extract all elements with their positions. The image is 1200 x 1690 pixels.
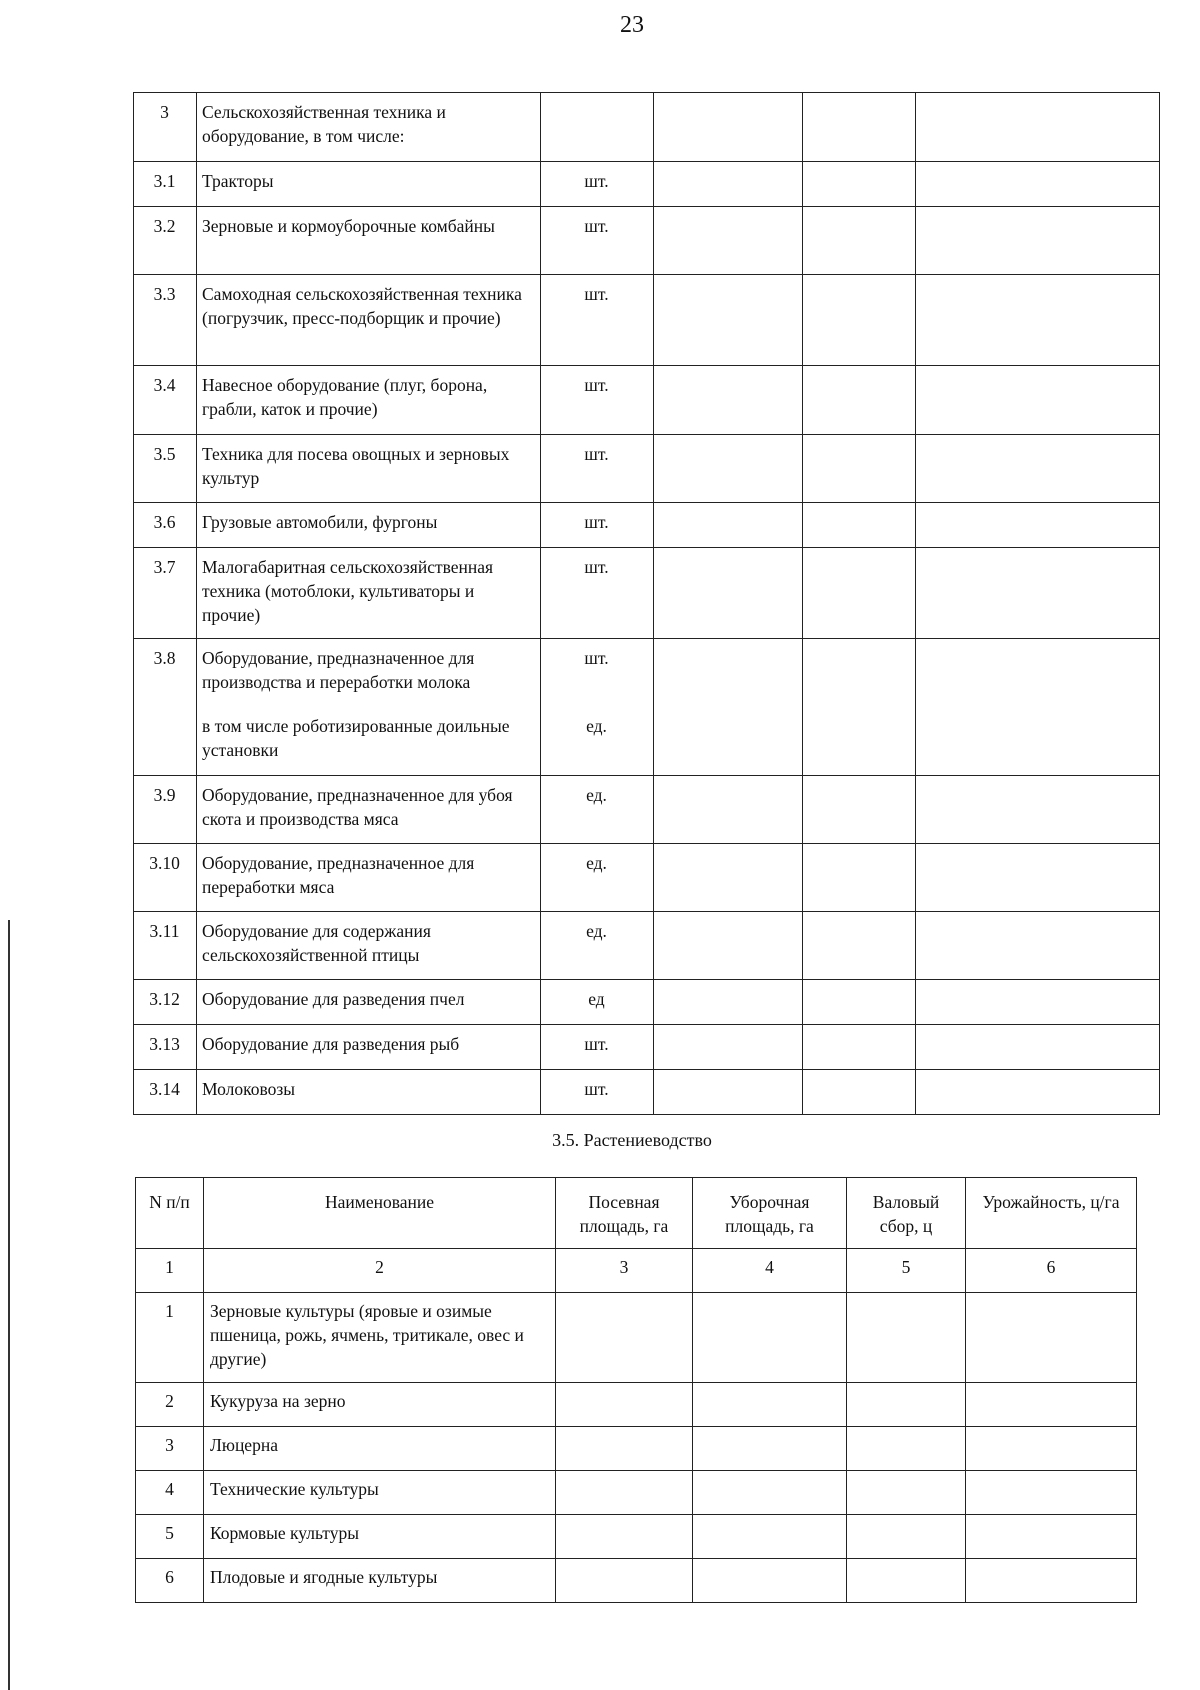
table-row (134, 548, 1160, 639)
empty-cell (803, 776, 916, 844)
empty-cell (803, 844, 916, 912)
empty-cell (693, 1293, 847, 1383)
row-number: 3.10 (134, 844, 197, 912)
row-number: 3.12 (134, 980, 197, 1025)
row-number: 1 (136, 1293, 204, 1383)
empty-cell (693, 1427, 847, 1471)
empty-cell (803, 912, 916, 980)
row-number: 3.5 (134, 435, 197, 503)
row-name: Кормовые культуры (204, 1515, 556, 1559)
header-cell: Урожайность, ц/га (966, 1178, 1137, 1249)
row-unit: шт. (541, 1025, 654, 1070)
row-unit-sub: ед. (586, 716, 607, 736)
row-name: Грузовые автомобили, фургоны (197, 503, 541, 548)
empty-cell (916, 980, 1160, 1025)
row-name: Технические культуры (204, 1471, 556, 1515)
row-name-main: Оборудование, предназначенное для производства и переработки молока (202, 648, 475, 692)
empty-cell (556, 1471, 693, 1515)
empty-cell (654, 275, 803, 366)
empty-cell (556, 1293, 693, 1383)
empty-cell (654, 435, 803, 503)
table-row (134, 435, 1160, 503)
column-number: 2 (204, 1249, 556, 1293)
empty-cell (916, 548, 1160, 639)
empty-cell (803, 162, 916, 207)
row-number: 3.11 (134, 912, 197, 980)
empty-cell (654, 912, 803, 980)
row-name: Оборудование для разведения пчел (197, 980, 541, 1025)
empty-cell (916, 207, 1160, 275)
empty-cell (966, 1427, 1137, 1471)
column-number-row (136, 1249, 1137, 1293)
table-row (134, 1025, 1160, 1070)
table-row (134, 503, 1160, 548)
row-name: Тракторы (197, 162, 541, 207)
table-row (134, 207, 1160, 275)
row-name: Кукуруза на зерно (204, 1383, 556, 1427)
empty-cell (803, 639, 916, 776)
empty-cell (803, 366, 916, 435)
empty-cell (693, 1383, 847, 1427)
row-number: 3.13 (134, 1025, 197, 1070)
empty-cell (916, 435, 1160, 503)
empty-cell (693, 1471, 847, 1515)
table-row (134, 844, 1160, 912)
empty-cell (803, 275, 916, 366)
empty-cell (556, 1559, 693, 1603)
empty-cell (916, 639, 1160, 776)
table-row (134, 980, 1160, 1025)
empty-cell (654, 844, 803, 912)
row-name: Оборудование, предназначенное для переработки мяса (197, 844, 541, 912)
page-number: 23 (620, 12, 644, 38)
table-row (136, 1471, 1137, 1515)
row-unit (541, 639, 654, 776)
row-unit: шт. (541, 366, 654, 435)
header-cell: Уборочная площадь, га (693, 1178, 847, 1249)
column-number: 6 (966, 1249, 1137, 1293)
table-row (134, 162, 1160, 207)
empty-cell (654, 776, 803, 844)
table-row (134, 912, 1160, 980)
empty-cell (654, 980, 803, 1025)
empty-cell (654, 93, 803, 162)
row-unit: шт. (541, 207, 654, 275)
row-number: 3.7 (134, 548, 197, 639)
row-unit (541, 93, 654, 162)
header-cell: Наименование (204, 1178, 556, 1249)
empty-cell (847, 1383, 966, 1427)
empty-cell (966, 1559, 1137, 1603)
row-name: Молоковозы (197, 1070, 541, 1115)
row-name-sub: в том числе роботизированные доильные установки (202, 716, 510, 760)
row-name: Сельскохозяйственная техника и оборудование, в том числе: (197, 93, 541, 162)
row-name: Люцерна (204, 1427, 556, 1471)
empty-cell (966, 1383, 1137, 1427)
empty-cell (847, 1293, 966, 1383)
table-row (136, 1515, 1137, 1559)
empty-cell (916, 366, 1160, 435)
empty-cell (654, 548, 803, 639)
empty-cell (556, 1383, 693, 1427)
row-name: Навесное оборудование (плуг, борона, грабли, каток и прочие) (197, 366, 541, 435)
empty-cell (916, 503, 1160, 548)
crop-table (135, 1177, 1137, 1603)
empty-cell (916, 912, 1160, 980)
row-unit: шт. (541, 503, 654, 548)
header-cell: Посевная площадь, га (556, 1178, 693, 1249)
empty-cell (916, 844, 1160, 912)
empty-cell (916, 1070, 1160, 1115)
empty-cell (966, 1471, 1137, 1515)
empty-cell (556, 1515, 693, 1559)
row-name: Плодовые и ягодные культуры (204, 1559, 556, 1603)
row-number: 3.9 (134, 776, 197, 844)
row-number: 3 (136, 1427, 204, 1471)
equipment-table (133, 92, 1160, 1115)
empty-cell (847, 1515, 966, 1559)
row-number: 3.8 (134, 639, 197, 776)
row-number: 5 (136, 1515, 204, 1559)
empty-cell (654, 1025, 803, 1070)
row-unit: ед. (541, 912, 654, 980)
row-number: 6 (136, 1559, 204, 1603)
row-unit: ед. (541, 844, 654, 912)
row-unit: шт. (541, 275, 654, 366)
empty-cell (916, 776, 1160, 844)
empty-cell (803, 435, 916, 503)
empty-cell (916, 162, 1160, 207)
row-unit: шт. (541, 435, 654, 503)
empty-cell (803, 93, 916, 162)
row-number: 3.3 (134, 275, 197, 366)
section-title: 3.5. Растениеводство (552, 1130, 712, 1150)
row-number: 3.14 (134, 1070, 197, 1115)
empty-cell (847, 1471, 966, 1515)
row-unit: ед (541, 980, 654, 1025)
row-unit: шт. (541, 1070, 654, 1115)
table-row (134, 275, 1160, 366)
empty-cell (654, 162, 803, 207)
column-number: 3 (556, 1249, 693, 1293)
row-number: 3.6 (134, 503, 197, 548)
row-unit-main: шт. (584, 648, 609, 668)
empty-cell (693, 1559, 847, 1603)
empty-cell (803, 548, 916, 639)
table-row (136, 1559, 1137, 1603)
row-number: 3.4 (134, 366, 197, 435)
table-row (134, 93, 1160, 162)
empty-cell (556, 1427, 693, 1471)
header-cell: N п/п (136, 1178, 204, 1249)
column-number: 5 (847, 1249, 966, 1293)
row-name: Оборудование, предназначенное для убоя скота и производства мяса (197, 776, 541, 844)
empty-cell (847, 1427, 966, 1471)
row-unit: шт. (541, 162, 654, 207)
row-name: Оборудование для разведения рыб (197, 1025, 541, 1070)
empty-cell (654, 366, 803, 435)
empty-cell (654, 503, 803, 548)
row-unit: ед. (541, 776, 654, 844)
empty-cell (966, 1515, 1137, 1559)
empty-cell (916, 275, 1160, 366)
empty-cell (803, 980, 916, 1025)
row-name: Самоходная сельскохозяйственная техника (погрузчик, пресс-подборщик и прочие) (197, 275, 541, 366)
row-name (197, 639, 541, 776)
header-cell: Валовый сбор, ц (847, 1178, 966, 1249)
row-name: Техника для посева овощных и зерновых культур (197, 435, 541, 503)
empty-cell (803, 207, 916, 275)
row-number: 2 (136, 1383, 204, 1427)
table-row (134, 776, 1160, 844)
column-number: 1 (136, 1249, 204, 1293)
table-row (136, 1383, 1137, 1427)
empty-cell (916, 1025, 1160, 1070)
empty-cell (654, 207, 803, 275)
table-row (136, 1293, 1137, 1383)
empty-cell (654, 1070, 803, 1115)
row-number: 3.2 (134, 207, 197, 275)
empty-cell (654, 639, 803, 776)
empty-cell (693, 1515, 847, 1559)
row-name: Зерновые культуры (яровые и озимые пшеница, рожь, ячмень, тритикале, овес и другие) (204, 1293, 556, 1383)
row-name: Оборудование для содержания сельскохозяйственной птицы (197, 912, 541, 980)
table-row (134, 366, 1160, 435)
column-number: 4 (693, 1249, 847, 1293)
empty-cell (966, 1293, 1137, 1383)
empty-cell (847, 1559, 966, 1603)
row-number: 3 (134, 93, 197, 162)
scan-margin-line (8, 920, 10, 1690)
row-name: Малогабаритная сельскохозяйственная техника (мотоблоки, культиваторы и прочие) (197, 548, 541, 639)
table-row (134, 1070, 1160, 1115)
table-row (136, 1427, 1137, 1471)
empty-cell (803, 1070, 916, 1115)
header-row (136, 1178, 1137, 1249)
row-unit: шт. (541, 548, 654, 639)
row-number: 3.1 (134, 162, 197, 207)
empty-cell (803, 1025, 916, 1070)
empty-cell (803, 503, 916, 548)
row-name: Зерновые и кормоуборочные комбайны (197, 207, 541, 275)
table-row (134, 639, 1160, 776)
row-number: 4 (136, 1471, 204, 1515)
empty-cell (916, 93, 1160, 162)
